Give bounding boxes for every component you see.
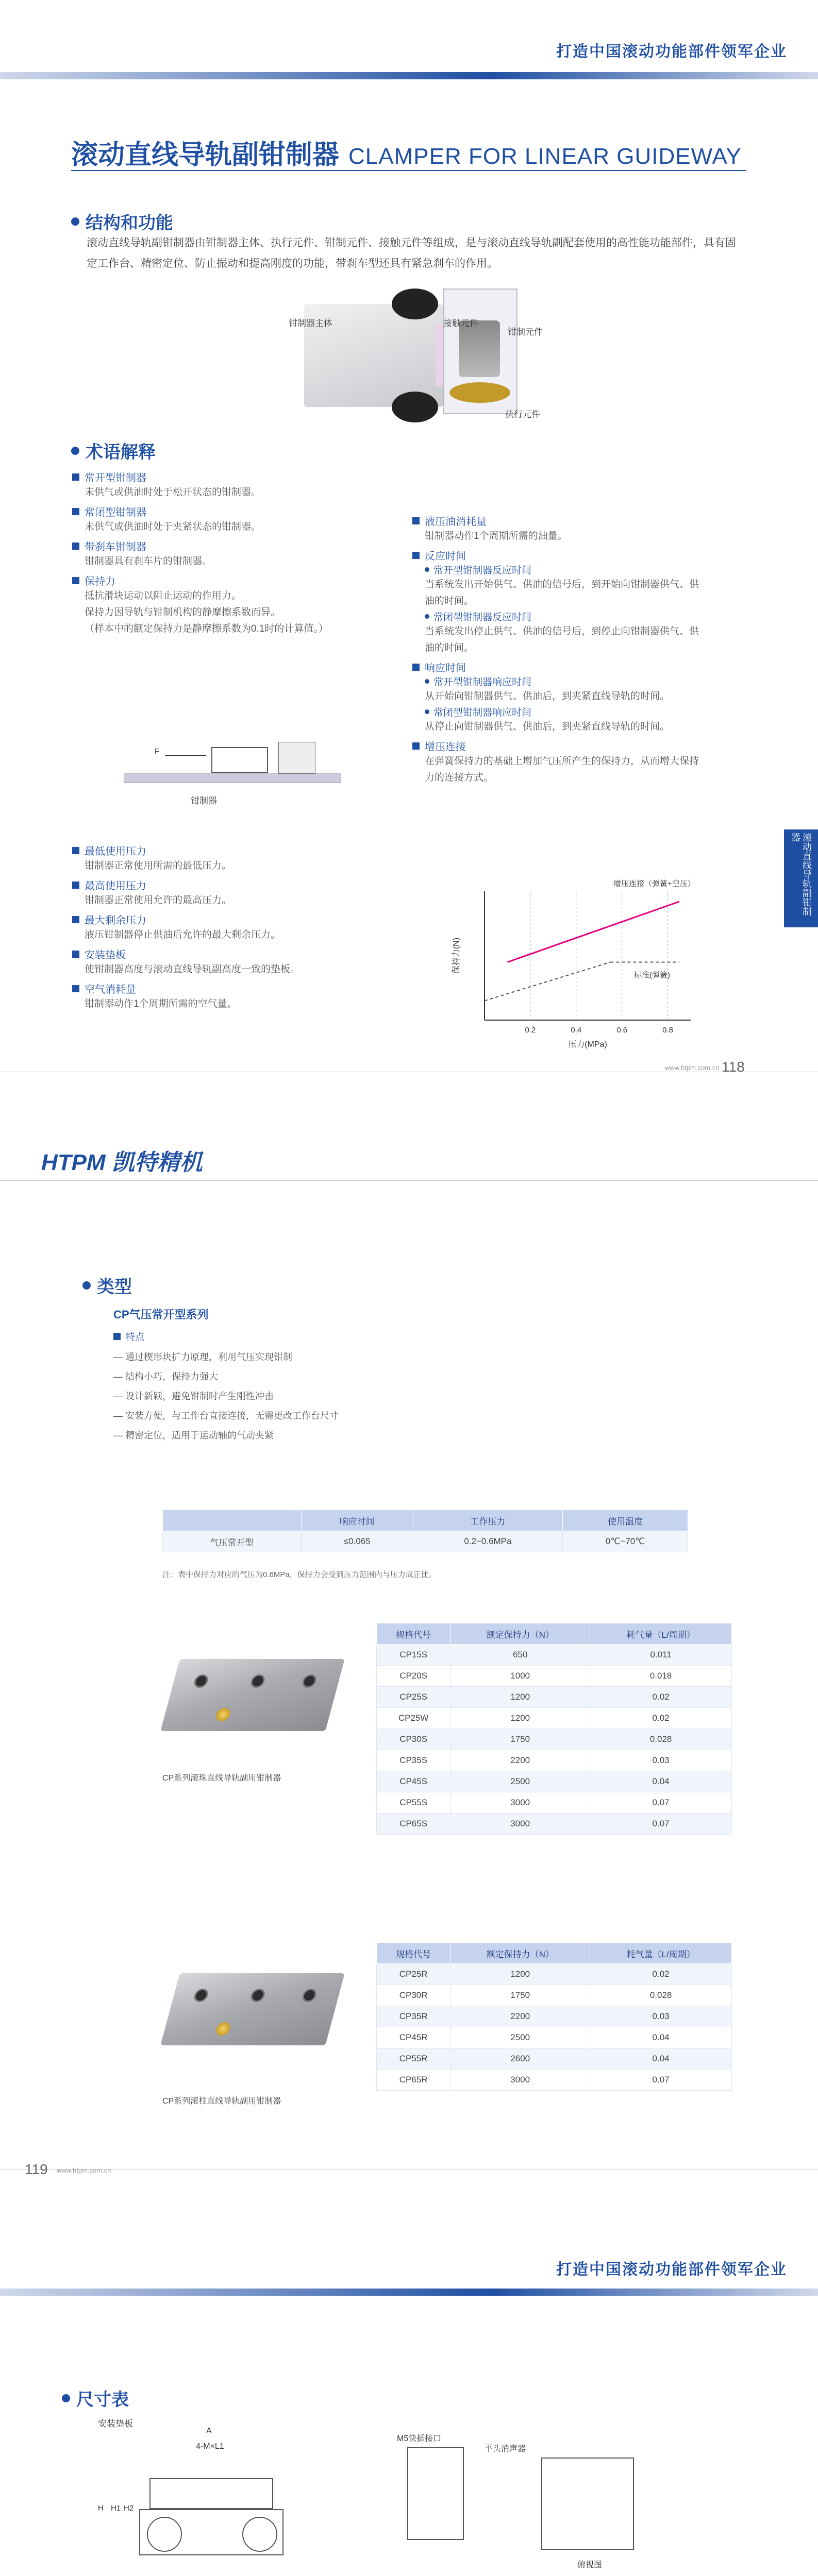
cell: CP20S xyxy=(377,1666,450,1687)
cell: 2200 xyxy=(450,1750,590,1771)
bullet-icon xyxy=(71,447,79,455)
term-label: 液压油消耗量 xyxy=(425,516,487,528)
cell: 1750 xyxy=(450,1729,590,1750)
label-contact: 接触元件 xyxy=(443,318,478,328)
dot-icon xyxy=(425,709,429,714)
brand-tagline: 打造中国滚动功能部件领军企业 xyxy=(556,2261,787,2278)
type-heading: 类型 xyxy=(82,1273,132,1298)
terms-right-column xyxy=(412,510,701,786)
footer-line xyxy=(0,2169,818,2170)
cell: 2500 xyxy=(450,1771,590,1792)
cell: 0.07 xyxy=(590,1792,732,1814)
port-label: M5快插接口 xyxy=(397,2434,442,2443)
table-row xyxy=(377,1708,732,1729)
cell: 650 xyxy=(450,1645,590,1666)
x-tick-label: 0.6 xyxy=(616,1026,628,1035)
series-title: CP气压常开型系列 xyxy=(113,1308,209,1321)
term-desc: 钳制器动作1个周期所需的油量。 xyxy=(425,531,567,541)
table-row xyxy=(377,2048,732,2070)
muffler-label: 平头消声器 xyxy=(485,2445,526,2453)
square-icon xyxy=(72,882,79,889)
cell: 3000 xyxy=(450,1814,590,1835)
cell: 1200 xyxy=(450,1964,590,1985)
cell: 2600 xyxy=(450,2048,590,2070)
structure-text: 滚动直线导轨副钳制器由钳制器主体、执行元件、钳制元件、接触元件等组成，是与滚动直线导轨副配套使用的高性能功能部件，具有固定工作台、精密定位、防止振动和提高刚度的功能，带刹车型还具有紧急刹车的作用。 xyxy=(87,237,736,269)
cell: 3000 xyxy=(450,2070,590,2091)
page-number: 118 xyxy=(722,1059,745,1075)
cell: 3000 xyxy=(450,1792,590,1814)
feature-item: — 设计新颖，避免钳制时产生刚性冲击 xyxy=(113,1391,274,1401)
top-view-label: 俯视图 xyxy=(577,2561,603,2569)
y-axis-label: 保持力(N) xyxy=(452,937,461,974)
table-row xyxy=(377,1687,732,1708)
footer-url: www.htpm.com.cn xyxy=(665,1064,720,1072)
page-119 xyxy=(0,1108,818,2215)
cp-s-caption: CP系列滚珠直线导轨副用钳制器 xyxy=(162,1774,281,1783)
term-desc: 未供气或供油时处于松开状态的钳制器。 xyxy=(85,487,261,498)
cell: 0.2~0.6MPa xyxy=(413,1531,563,1552)
label-clamp: 钳制元件 xyxy=(508,327,543,337)
cross-section-image xyxy=(443,289,517,414)
term-desc: 使钳制器高度与滚动直线导轨副高度一致的垫板。 xyxy=(85,964,301,975)
table-row xyxy=(377,1645,732,1666)
dot-icon xyxy=(425,679,429,684)
cell: 0.03 xyxy=(590,1750,732,1771)
term-label: 带刹车钳制器 xyxy=(72,538,402,553)
dim-w: 4-M×L1 xyxy=(196,2442,224,2451)
terms-left-column-2 xyxy=(72,840,402,1012)
cell: CP55S xyxy=(377,1792,450,1814)
front-drawing-s xyxy=(88,2416,325,2571)
table-row xyxy=(377,1771,732,1792)
table-row xyxy=(377,1985,732,2006)
htpm-logo: HTPM 凯特精机 xyxy=(41,1150,203,1175)
annotation-standard: 标准(弹簧) xyxy=(634,971,670,980)
square-icon xyxy=(72,985,79,992)
header-stripe xyxy=(0,2289,818,2296)
series-line xyxy=(485,962,610,1001)
term-desc: 当系统发出开始供气、供油的信号后，到开始向钳制器供气、供油的时间。 xyxy=(425,579,699,606)
cp-s-product-image xyxy=(160,1659,345,1731)
cell: CP30S xyxy=(377,1729,450,1750)
square-icon xyxy=(72,847,79,854)
square-icon xyxy=(72,951,79,958)
cell: CP25W xyxy=(377,1708,450,1729)
square-icon xyxy=(72,543,79,550)
cell: CP45R xyxy=(377,2027,450,2048)
cell: CP35S xyxy=(377,1750,450,1771)
cell: 1750 xyxy=(450,1985,590,2006)
term-desc: 从停止向钳制器供气、供油后，到夹紧直线导轨的时间。 xyxy=(425,721,670,732)
term-label: 响应时间 xyxy=(425,663,466,674)
table-row xyxy=(377,1666,732,1687)
header-stripe xyxy=(0,72,818,79)
term-desc: 从开始向钳制器供气、供油后，到夹紧直线导轨的时间。 xyxy=(425,691,670,702)
col-header: 耗气量（L/周期） xyxy=(590,1943,732,1964)
cell: 1000 xyxy=(450,1666,590,1687)
title-cn: 滚动直线导轨副钳制器 xyxy=(71,140,340,170)
dim-h: H xyxy=(98,2504,104,2513)
term-desc: 钳制器具有刹车片的钳制器。 xyxy=(85,556,212,567)
label-actuator: 执行元件 xyxy=(505,410,540,419)
term-label: 增压连接 xyxy=(425,741,466,753)
page-120 xyxy=(0,2215,818,2576)
table-row xyxy=(377,1814,732,1835)
cp-r-table xyxy=(376,1942,732,2091)
term-desc: 在弹簧保持力的基础上增加气压所产生的保持力，从而增大保持力的连接方式。 xyxy=(425,756,699,783)
clamp-label: 钳制器 xyxy=(191,796,217,806)
pad-label: 安装垫板 xyxy=(98,2419,133,2429)
cell: 0.02 xyxy=(590,1687,732,1708)
dim-a: A xyxy=(206,2427,212,2435)
cell: 0.07 xyxy=(590,1814,732,1835)
term-desc: 未供气或供油时处于夹紧状态的钳制器。 xyxy=(85,521,261,532)
x-axis-label: 压力(MPa) xyxy=(568,1040,607,1049)
table-row xyxy=(377,1729,732,1750)
term-label: 最高使用压力 xyxy=(85,880,146,892)
cell: 0℃~70℃ xyxy=(563,1531,688,1552)
top-view-drawing-s xyxy=(485,2442,639,2576)
table-row xyxy=(377,1792,732,1814)
term-desc: 抵抗滑块运动以阻止运动的作用力。 保持力因导轨与钳制机构的静摩擦系数而异。 （样本中的额定保持力是静摩擦系数为0.1时的计算值。） xyxy=(85,590,328,634)
cell: ≤0.065 xyxy=(301,1531,413,1552)
cell: 0.02 xyxy=(590,1964,732,1985)
cell: 2500 xyxy=(450,2027,590,2048)
square-icon xyxy=(72,916,79,923)
cell: 0.028 xyxy=(590,1985,732,2006)
square-icon xyxy=(412,742,420,750)
cell: CP45S xyxy=(377,1771,450,1792)
cell: 0.011 xyxy=(590,1645,732,1666)
term-label: 安装垫板 xyxy=(85,950,126,961)
square-icon xyxy=(72,473,79,481)
col-header: 工作压力 xyxy=(413,1510,563,1531)
cell: CP35R xyxy=(377,2006,450,2027)
table-row xyxy=(377,2027,732,2048)
feature-item: — 通过楔形块扩力原理，利用气压实现钳制 xyxy=(113,1352,293,1362)
logo-divider xyxy=(0,1180,818,1181)
term-label: 最低使用压力 xyxy=(85,846,146,857)
term-desc: 液压钳制器停止供油后允许的最大剩余压力。 xyxy=(85,929,281,940)
table-row xyxy=(377,2070,732,2091)
col-header: 耗气量（L/周期） xyxy=(590,1623,732,1645)
col-header xyxy=(163,1510,302,1531)
cell: 0.04 xyxy=(590,1771,732,1792)
cell: 0.07 xyxy=(590,2070,732,2091)
dimension-heading: 尺寸表 xyxy=(62,2385,129,2411)
table-row xyxy=(377,1964,732,1985)
bullet-icon xyxy=(62,2394,70,2402)
sub-label: 常闭型钳制器反应时间 xyxy=(433,612,532,623)
cp-r-product-image xyxy=(160,1973,345,2045)
feature-item: — 安装方便，与工作台直接连接，无需更改工作台尺寸 xyxy=(113,1411,339,1421)
sub-label: 常开型钳制器响应时间 xyxy=(433,677,532,688)
square-icon xyxy=(412,517,420,524)
feature-item: — 精密定位，适用于运动轴的气动夹紧 xyxy=(113,1430,274,1440)
term-label: 空气消耗量 xyxy=(85,984,136,995)
page-118 xyxy=(0,0,818,1108)
dot-icon xyxy=(425,567,429,572)
structure-heading: 结构和功能 xyxy=(71,209,173,234)
feature-item: — 结构小巧，保持力强大 xyxy=(113,1371,219,1382)
side-drawing-s xyxy=(397,2432,474,2478)
summary-table xyxy=(162,1510,688,1552)
term-desc: 钳制器正常使用允许的最高压力。 xyxy=(85,895,232,906)
cell: 1200 xyxy=(450,1687,590,1708)
col-header: 规格代号 xyxy=(377,1943,450,1964)
square-icon xyxy=(412,664,420,671)
term-label: 保持力 xyxy=(72,573,402,588)
cell: 1200 xyxy=(450,1708,590,1729)
cell: 0.028 xyxy=(590,1729,732,1750)
term-desc: 当系统发出停止供气、供油的信号后，到停止向钳制器供气、供油的时间。 xyxy=(425,626,699,653)
col-header: 规格代号 xyxy=(377,1623,450,1645)
bullet-icon xyxy=(71,217,79,226)
cp-r-caption: CP系列滚柱直线导轨副用钳制器 xyxy=(162,2097,281,2106)
cell: 气压常开型 xyxy=(163,1531,302,1552)
side-tab: 滚动直线导轨副钳制器 xyxy=(784,829,818,927)
series-line xyxy=(507,902,679,962)
brand-tagline: 打造中国滚动功能部件领军企业 xyxy=(556,43,787,60)
page-number: 119 xyxy=(25,2161,48,2177)
summary-note: 注：表中保持力对应的气压为0.6MPa，保持力会受到压力范围内与压力成正比。 xyxy=(162,1570,437,1579)
table-row xyxy=(377,1750,732,1771)
col-header: 使用温度 xyxy=(563,1510,688,1531)
dot-icon xyxy=(425,614,429,619)
term-desc: 钳制器动作1个周期所需的空气量。 xyxy=(85,998,237,1009)
cell: 0.04 xyxy=(590,2048,732,2070)
bullet-icon xyxy=(82,1281,91,1290)
cell: CP15S xyxy=(377,1645,450,1666)
cell: CP25R xyxy=(377,1964,450,1985)
square-icon xyxy=(113,1333,121,1340)
term-label: 反应时间 xyxy=(425,551,466,562)
cell: CP25S xyxy=(377,1687,450,1708)
annotation-boost: 增压连接（弹簧+空压） xyxy=(613,879,695,888)
cell: 0.018 xyxy=(590,1666,732,1687)
x-tick-label: 0.8 xyxy=(662,1026,673,1035)
x-tick-label: 0.4 xyxy=(571,1026,582,1035)
cell: 0.03 xyxy=(590,2006,732,2027)
holding-force-illustration xyxy=(124,732,340,809)
terms-heading: 术语解释 xyxy=(71,438,156,463)
cell: 0.02 xyxy=(590,1708,732,1729)
cell: 2200 xyxy=(450,2006,590,2027)
dim-h2: H2 xyxy=(124,2504,134,2513)
dim-h1: H1 xyxy=(111,2504,121,2513)
page-title xyxy=(71,133,742,172)
table-row xyxy=(377,2006,732,2027)
term-label: 常开型钳制器 xyxy=(72,469,402,484)
cell: CP65R xyxy=(377,2070,450,2091)
term-label: 最大剩余压力 xyxy=(85,915,146,926)
force-label: F xyxy=(155,747,160,756)
square-icon xyxy=(72,577,79,584)
title-divider xyxy=(71,170,746,171)
cell: CP55R xyxy=(377,2048,450,2070)
cp-s-table xyxy=(376,1623,732,1835)
features-list xyxy=(113,1347,577,1445)
features-label: 特点 xyxy=(113,1330,144,1343)
square-icon xyxy=(72,508,79,515)
sub-label: 常开型钳制器反应时间 xyxy=(433,565,532,576)
cell: 0.04 xyxy=(590,2027,732,2048)
holding-force-chart xyxy=(448,876,706,1051)
col-header: 额定保持力（N） xyxy=(450,1943,590,1964)
col-header: 额定保持力（N） xyxy=(450,1623,590,1645)
title-en: CLAMPER FOR LINEAR GUIDEWAY xyxy=(348,144,742,169)
cell: CP30R xyxy=(377,1985,450,2006)
label-body: 钳制器主体 xyxy=(289,318,332,328)
terms-left-column xyxy=(72,466,402,637)
square-icon xyxy=(412,552,420,559)
sub-label: 常闭型钳制器响应时间 xyxy=(433,707,532,718)
term-label: 常闭型钳制器 xyxy=(72,504,402,519)
x-tick-label: 0.2 xyxy=(525,1026,536,1035)
footer-url: www.htpm.com.cn xyxy=(57,2166,111,2174)
term-desc: 钳制器正常使用所需的最低压力。 xyxy=(85,860,232,871)
col-header: 响应时间 xyxy=(301,1510,413,1531)
cell: CP65S xyxy=(377,1814,450,1835)
